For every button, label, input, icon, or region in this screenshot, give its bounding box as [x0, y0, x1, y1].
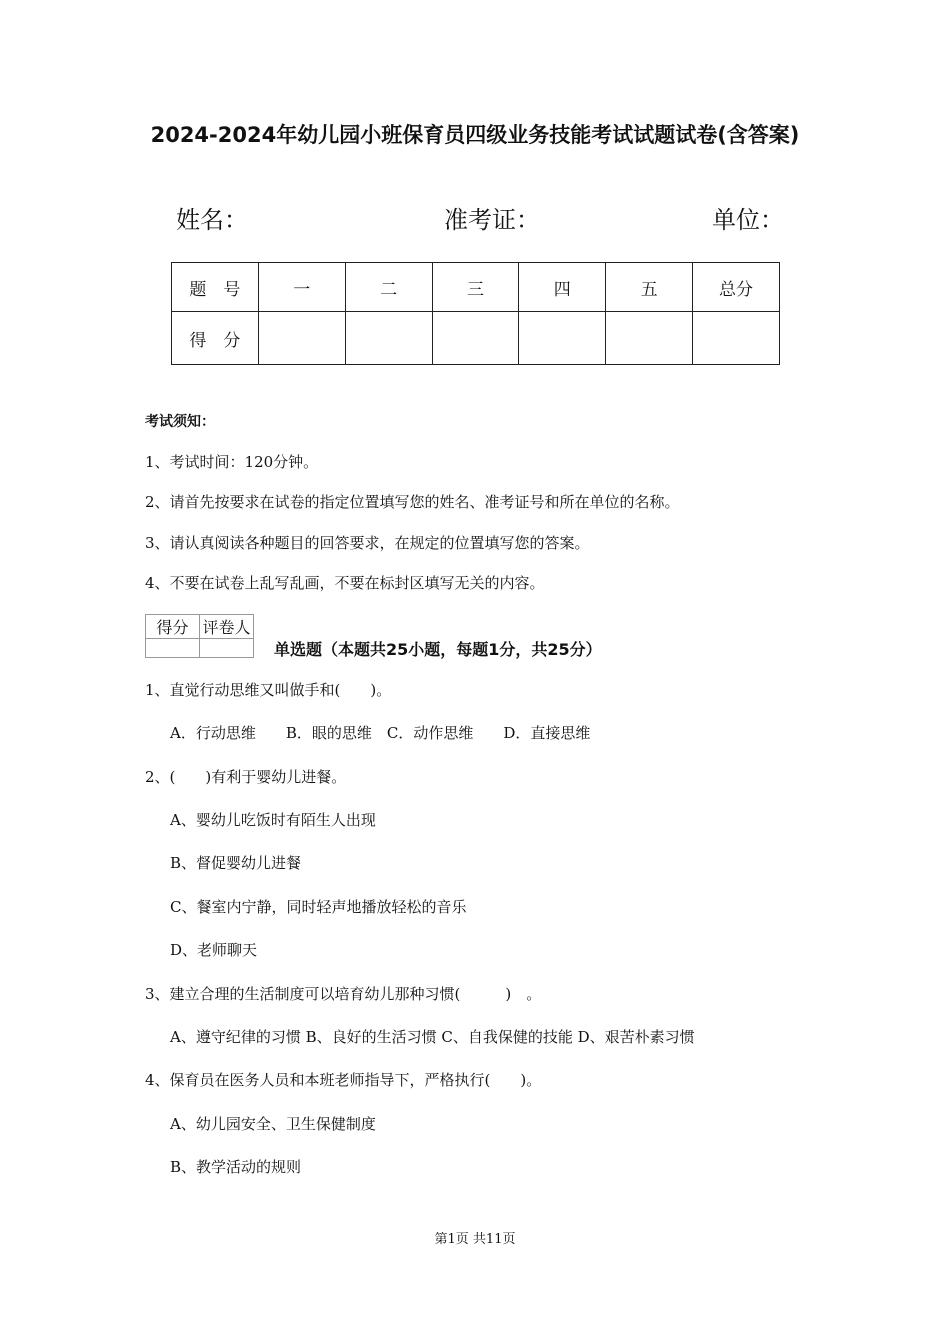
exam-id-label: 准考证：: [444, 206, 540, 234]
score-cell[interactable]: [345, 312, 432, 365]
grader-name-label: 评卷人: [200, 615, 254, 639]
notice-heading: 考试须知：: [145, 414, 215, 430]
grader-score-label: 得分: [146, 615, 200, 639]
question-option: A、遵守纪律的习惯 B、良好的生活习惯 C、自我保健的技能 D、艰苦朴素习惯: [170, 1028, 695, 1046]
question-option: C、餐室内宁静，同时轻声地播放轻松的音乐: [170, 898, 467, 916]
question-text: 3、建立合理的生活制度可以培育幼儿那种习惯( ) 。: [145, 985, 542, 1003]
grader-name-cell[interactable]: [200, 639, 254, 658]
notice-item: 4、不要在试卷上乱写乱画，不要在标封区填写无关的内容。: [145, 574, 545, 592]
score-cell[interactable]: [693, 312, 780, 365]
name-label: 姓名：: [176, 206, 248, 234]
notice-item: 3、请认真阅读各种题目的回答要求，在规定的位置填写您的答案。: [145, 534, 590, 552]
question-option: A、幼儿园安全、卫生保健制度: [170, 1115, 376, 1133]
score-table-header-cell: 三: [432, 263, 519, 312]
question-text: 2、( )有利于婴幼儿进餐。: [145, 768, 347, 786]
notice-item: 2、请首先按要求在试卷的指定位置填写您的姓名、准考证号和所在单位的名称。: [145, 493, 680, 511]
question-option: A．行动思维 B．眼的思维 C．动作思维 D．直接思维: [170, 724, 591, 742]
score-table-header-cell: 二: [345, 263, 432, 312]
question-option: B、督促婴幼儿进餐: [170, 854, 302, 872]
score-table-header-cell: 五: [606, 263, 693, 312]
score-table: [171, 262, 780, 365]
score-cell[interactable]: [606, 312, 693, 365]
score-table-header-cell: 四: [519, 263, 606, 312]
exam-title: 2024-2024年幼儿园小班保育员四级业务技能考试试题试卷(含答案): [150, 123, 800, 147]
score-table-row-label: 得 分: [172, 312, 259, 365]
score-table-header-cell: 总分: [693, 263, 780, 312]
grader-score-cell[interactable]: [146, 639, 200, 658]
question-option: B、教学活动的规则: [170, 1158, 302, 1176]
question-option: A、婴幼儿吃饭时有陌生人出现: [170, 811, 376, 829]
notice-item: 1、考试时间：120分钟。: [145, 453, 319, 471]
question-option: D、老师聊天: [170, 941, 258, 959]
score-table-header-cell: 一: [258, 263, 345, 312]
score-table-score-row: [172, 312, 780, 365]
score-table-header-row: [172, 263, 780, 312]
section-title: 单选题（本题共25小题，每题1分，共25分）: [274, 640, 602, 659]
score-cell[interactable]: [258, 312, 345, 365]
score-table-header-cell: 题 号: [172, 263, 259, 312]
page-footer: 第1页 共11页: [434, 1232, 516, 1247]
grader-box: [145, 614, 254, 658]
question-text: 1、直觉行动思维又叫做手和( )。: [145, 681, 392, 699]
score-cell[interactable]: [432, 312, 519, 365]
question-text: 4、保育员在医务人员和本班老师指导下，严格执行( )。: [145, 1071, 542, 1089]
unit-label: 单位：: [712, 206, 784, 234]
score-cell[interactable]: [519, 312, 606, 365]
